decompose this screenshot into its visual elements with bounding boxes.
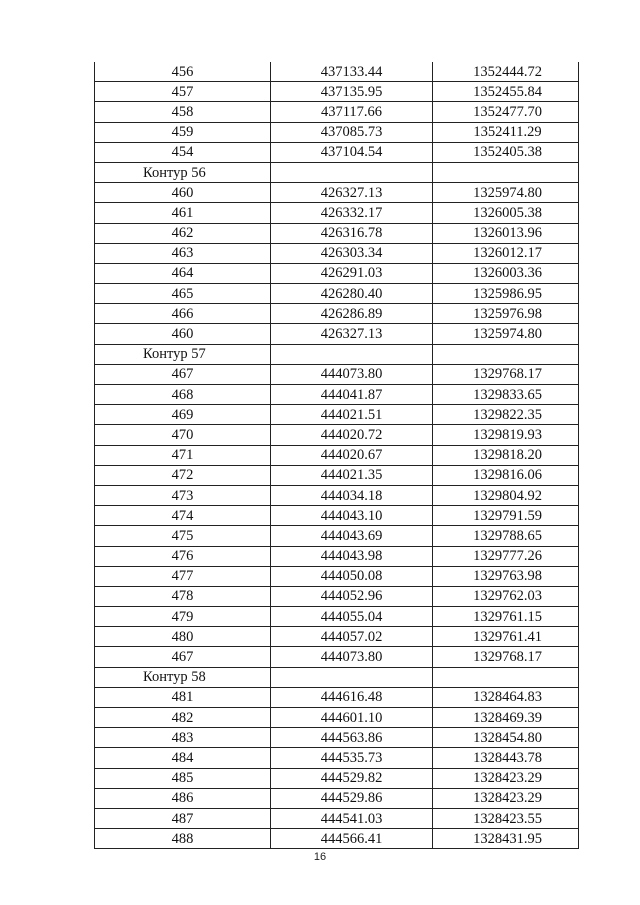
x-coordinate-cell: 444034.18: [271, 485, 433, 505]
x-coordinate-cell: 426327.13: [271, 183, 433, 203]
point-number-cell: 476: [95, 546, 271, 566]
empty-cell: [271, 667, 433, 687]
y-coordinate-cell: 1329833.65: [433, 385, 579, 405]
table-row: [95, 223, 579, 243]
point-number-cell: 462: [95, 223, 271, 243]
x-coordinate-cell: 444021.35: [271, 465, 433, 485]
table-row: [95, 243, 579, 263]
y-coordinate-cell: 1326005.38: [433, 203, 579, 223]
point-number-cell: 468: [95, 385, 271, 405]
table-row: [95, 324, 579, 344]
coordinates-table-body: [95, 62, 579, 849]
point-number-cell: 456: [95, 62, 271, 82]
point-number-cell: 485: [95, 768, 271, 788]
point-number-cell: 460: [95, 324, 271, 344]
table-row: [95, 304, 579, 324]
y-coordinate-cell: 1328423.29: [433, 788, 579, 808]
x-coordinate-cell: 444601.10: [271, 708, 433, 728]
empty-cell: [271, 344, 433, 364]
table-row: [95, 465, 579, 485]
contour-label: Контур 57: [95, 344, 271, 364]
x-coordinate-cell: 444057.02: [271, 627, 433, 647]
y-coordinate-cell: 1328464.83: [433, 687, 579, 707]
point-number-cell: 465: [95, 284, 271, 304]
x-coordinate-cell: 437133.44: [271, 62, 433, 82]
y-coordinate-cell: 1329777.26: [433, 546, 579, 566]
table-row: [95, 808, 579, 828]
x-coordinate-cell: 444043.98: [271, 546, 433, 566]
y-coordinate-cell: 1328423.55: [433, 808, 579, 828]
table-row: [95, 526, 579, 546]
table-row: [95, 687, 579, 707]
y-coordinate-cell: 1326012.17: [433, 243, 579, 263]
x-coordinate-cell: 437117.66: [271, 102, 433, 122]
table-row: [95, 607, 579, 627]
table-row: [95, 263, 579, 283]
point-number-cell: 458: [95, 102, 271, 122]
x-coordinate-cell: 444529.86: [271, 788, 433, 808]
table-row: [95, 425, 579, 445]
coordinates-table: [94, 62, 579, 849]
table-row: [95, 122, 579, 142]
point-number-cell: 488: [95, 829, 271, 849]
x-coordinate-cell: 444020.72: [271, 425, 433, 445]
table-row: [95, 485, 579, 505]
x-coordinate-cell: 426303.34: [271, 243, 433, 263]
y-coordinate-cell: 1352405.38: [433, 142, 579, 162]
contour-header-row: [95, 344, 579, 364]
point-number-cell: 487: [95, 808, 271, 828]
table-row: [95, 708, 579, 728]
point-number-cell: 472: [95, 465, 271, 485]
y-coordinate-cell: 1325974.80: [433, 183, 579, 203]
x-coordinate-cell: 444073.80: [271, 647, 433, 667]
point-number-cell: 474: [95, 506, 271, 526]
x-coordinate-cell: 426327.13: [271, 324, 433, 344]
x-coordinate-cell: 444043.69: [271, 526, 433, 546]
x-coordinate-cell: 437104.54: [271, 142, 433, 162]
table-row: [95, 62, 579, 82]
x-coordinate-cell: 444055.04: [271, 607, 433, 627]
x-coordinate-cell: 444616.48: [271, 687, 433, 707]
point-number-cell: 459: [95, 122, 271, 142]
table-row: [95, 647, 579, 667]
point-number-cell: 477: [95, 566, 271, 586]
x-coordinate-cell: 444052.96: [271, 586, 433, 606]
point-number-cell: 463: [95, 243, 271, 263]
y-coordinate-cell: 1329761.41: [433, 627, 579, 647]
x-coordinate-cell: 444073.80: [271, 364, 433, 384]
x-coordinate-cell: 437085.73: [271, 122, 433, 142]
table-row: [95, 284, 579, 304]
table-row: [95, 364, 579, 384]
y-coordinate-cell: 1325986.95: [433, 284, 579, 304]
x-coordinate-cell: 426316.78: [271, 223, 433, 243]
point-number-cell: 467: [95, 647, 271, 667]
y-coordinate-cell: 1352444.72: [433, 62, 579, 82]
table-row: [95, 183, 579, 203]
y-coordinate-cell: 1325976.98: [433, 304, 579, 324]
point-number-cell: 483: [95, 728, 271, 748]
x-coordinate-cell: 444566.41: [271, 829, 433, 849]
x-coordinate-cell: 444535.73: [271, 748, 433, 768]
point-number-cell: 457: [95, 82, 271, 102]
point-number-cell: 470: [95, 425, 271, 445]
point-number-cell: 466: [95, 304, 271, 324]
y-coordinate-cell: 1329791.59: [433, 506, 579, 526]
table-row: [95, 203, 579, 223]
table-row: [95, 405, 579, 425]
point-number-cell: 484: [95, 748, 271, 768]
point-number-cell: 473: [95, 485, 271, 505]
y-coordinate-cell: 1329768.17: [433, 647, 579, 667]
point-number-cell: 480: [95, 627, 271, 647]
table-row: [95, 627, 579, 647]
table-row: [95, 445, 579, 465]
y-coordinate-cell: 1326013.96: [433, 223, 579, 243]
y-coordinate-cell: 1329768.17: [433, 364, 579, 384]
y-coordinate-cell: 1329761.15: [433, 607, 579, 627]
x-coordinate-cell: 426280.40: [271, 284, 433, 304]
coordinates-table-wrapper: [94, 62, 578, 849]
y-coordinate-cell: 1328423.29: [433, 768, 579, 788]
table-row: [95, 142, 579, 162]
contour-label: Контур 56: [95, 162, 271, 182]
empty-cell: [433, 162, 579, 182]
contour-header-row: [95, 667, 579, 687]
x-coordinate-cell: 444563.86: [271, 728, 433, 748]
point-number-cell: 479: [95, 607, 271, 627]
x-coordinate-cell: 444020.67: [271, 445, 433, 465]
table-row: [95, 506, 579, 526]
y-coordinate-cell: 1352455.84: [433, 82, 579, 102]
x-coordinate-cell: 444041.87: [271, 385, 433, 405]
y-coordinate-cell: 1329822.35: [433, 405, 579, 425]
table-row: [95, 586, 579, 606]
point-number-cell: 454: [95, 142, 271, 162]
table-row: [95, 829, 579, 849]
point-number-cell: 469: [95, 405, 271, 425]
y-coordinate-cell: 1352411.29: [433, 122, 579, 142]
table-row: [95, 748, 579, 768]
y-coordinate-cell: 1326003.36: [433, 263, 579, 283]
x-coordinate-cell: 437135.95: [271, 82, 433, 102]
x-coordinate-cell: 444050.08: [271, 566, 433, 586]
point-number-cell: 482: [95, 708, 271, 728]
table-row: [95, 768, 579, 788]
x-coordinate-cell: 444529.82: [271, 768, 433, 788]
point-number-cell: 471: [95, 445, 271, 465]
y-coordinate-cell: 1328431.95: [433, 829, 579, 849]
y-coordinate-cell: 1352477.70: [433, 102, 579, 122]
y-coordinate-cell: 1329819.93: [433, 425, 579, 445]
y-coordinate-cell: 1329816.06: [433, 465, 579, 485]
y-coordinate-cell: 1328443.78: [433, 748, 579, 768]
point-number-cell: 486: [95, 788, 271, 808]
y-coordinate-cell: 1329763.98: [433, 566, 579, 586]
point-number-cell: 461: [95, 203, 271, 223]
point-number-cell: 475: [95, 526, 271, 546]
page-number: 16: [313, 851, 327, 863]
point-number-cell: 464: [95, 263, 271, 283]
y-coordinate-cell: 1329788.65: [433, 526, 579, 546]
x-coordinate-cell: 426332.17: [271, 203, 433, 223]
empty-cell: [433, 667, 579, 687]
table-row: [95, 788, 579, 808]
point-number-cell: 481: [95, 687, 271, 707]
y-coordinate-cell: 1325974.80: [433, 324, 579, 344]
point-number-cell: 467: [95, 364, 271, 384]
table-row: [95, 546, 579, 566]
y-coordinate-cell: 1328469.39: [433, 708, 579, 728]
x-coordinate-cell: 444021.51: [271, 405, 433, 425]
x-coordinate-cell: 444541.03: [271, 808, 433, 828]
contour-label: Контур 58: [95, 667, 271, 687]
table-row: [95, 728, 579, 748]
y-coordinate-cell: 1329804.92: [433, 485, 579, 505]
table-row: [95, 82, 579, 102]
x-coordinate-cell: 426291.03: [271, 263, 433, 283]
x-coordinate-cell: 444043.10: [271, 506, 433, 526]
table-row: [95, 385, 579, 405]
empty-cell: [433, 344, 579, 364]
contour-header-row: [95, 162, 579, 182]
table-row: [95, 102, 579, 122]
empty-cell: [271, 162, 433, 182]
y-coordinate-cell: 1329762.03: [433, 586, 579, 606]
y-coordinate-cell: 1329818.20: [433, 445, 579, 465]
y-coordinate-cell: 1328454.80: [433, 728, 579, 748]
x-coordinate-cell: 426286.89: [271, 304, 433, 324]
table-row: [95, 566, 579, 586]
point-number-cell: 460: [95, 183, 271, 203]
point-number-cell: 478: [95, 586, 271, 606]
